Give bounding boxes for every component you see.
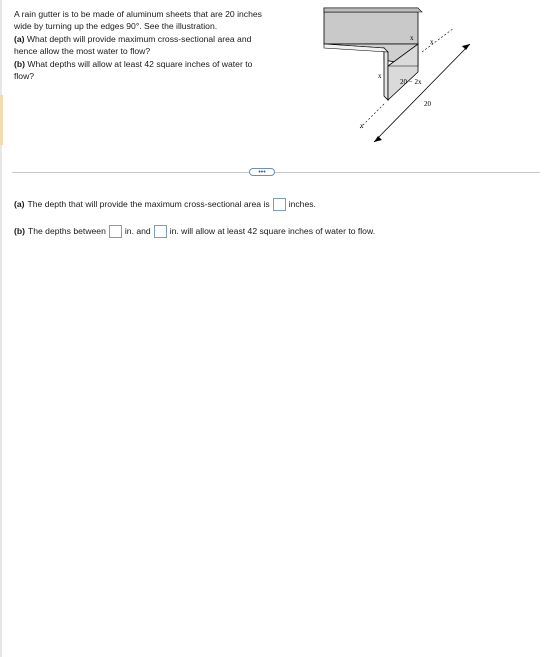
- part-a-text: What depth will provide maximum cross-sectional area and hence allow the most water to flow?: [14, 33, 252, 57]
- answer-b-text-after: in. will allow at least 42 square inches of water to flow.: [169, 226, 376, 236]
- label-width: 20: [424, 100, 431, 108]
- dim-dash-left: [360, 104, 384, 128]
- answer-b-input-1[interactable]: [109, 225, 122, 238]
- label-x-top: x: [410, 34, 414, 42]
- label-x-left: x: [360, 122, 364, 130]
- problem-part-b: [14, 58, 264, 83]
- answer-b-input-2[interactable]: [154, 225, 167, 238]
- gutter-front-wall: [384, 48, 388, 100]
- gutter-back-face: [324, 8, 418, 44]
- problem-intro: A rain gutter is to be made of aluminum sheets that are 20 inches wide by turning up the edges 90°. See the illustration.: [14, 9, 262, 32]
- answer-b-text-middle: in. and: [124, 226, 151, 236]
- dim-arrow-top: [462, 44, 470, 50]
- answer-b-text-before: The depths between: [27, 226, 106, 236]
- answer-a-label: (a): [14, 199, 25, 209]
- problem-part-a: [14, 33, 264, 58]
- part-a-label: (a): [14, 33, 25, 44]
- dim-dash-top: [422, 28, 454, 52]
- answer-a-text-after: inches.: [288, 199, 316, 209]
- gutter-back-top: [324, 8, 422, 12]
- answer-a-input[interactable]: [273, 198, 286, 211]
- section-divider: [12, 172, 540, 173]
- part-b-label: (b): [14, 58, 25, 69]
- answer-b-row: [14, 224, 375, 238]
- left-accent-marker: [0, 95, 3, 145]
- part-b-text: What depths will allow at least 42 square inches of water to flow?: [14, 58, 253, 82]
- answer-a-text-before: The depth that will provide the maximum cross-sectional area is: [27, 199, 270, 209]
- expand-more-button[interactable]: •••: [249, 168, 275, 176]
- label-x-right: x: [430, 38, 434, 46]
- answer-a-row: [14, 197, 316, 211]
- gutter-illustration: [318, 4, 488, 160]
- label-base: 20 − 2x: [400, 78, 422, 86]
- label-x-mid: x: [378, 72, 382, 80]
- dim-arrow-bottom: [374, 136, 382, 142]
- problem-statement: [14, 8, 264, 82]
- answer-b-label: (b): [14, 226, 25, 236]
